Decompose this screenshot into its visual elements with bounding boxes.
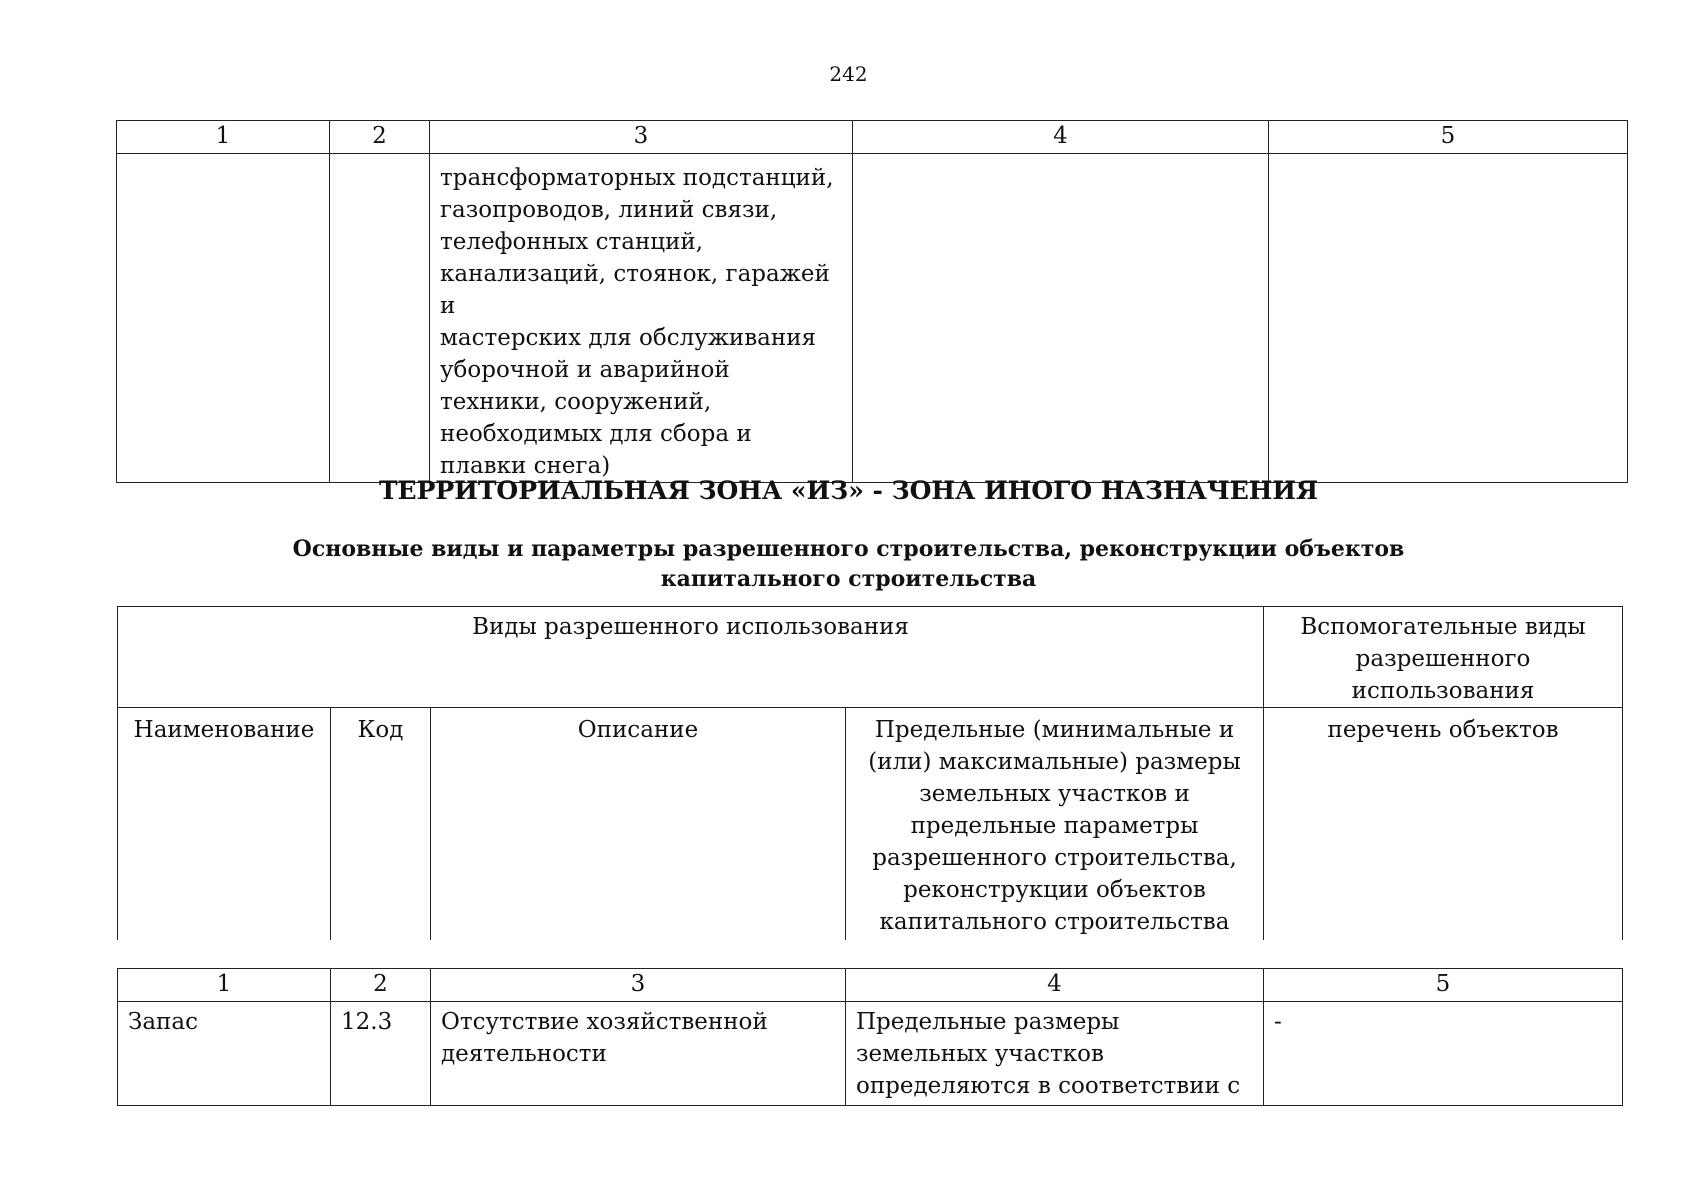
continuation-cell-1 — [117, 154, 330, 483]
code-column-header: Код — [331, 708, 431, 940]
auxiliary-uses-header: Вспомогательные виды разрешенного использования — [1264, 607, 1623, 708]
description-column-header: Описание — [431, 708, 846, 940]
continuation-cell-4 — [853, 154, 1269, 483]
continuation-cell-5 — [1269, 154, 1628, 483]
column-number-2: 2 — [330, 121, 430, 154]
use-name-cell: Запас — [118, 1002, 331, 1106]
column-number-2: 2 — [331, 969, 431, 1002]
column-number-1: 1 — [117, 121, 330, 154]
column-number-row — [117, 121, 1628, 154]
group-header-row — [118, 607, 1623, 708]
parameters-column-header: Предельные (минимальные и (или) максимальные) размеры земельных участков и предельные параметры разрешенного строительства, реконструкции объектов капитального строительства — [846, 708, 1264, 940]
use-description-cell: Отсутствие хозяйственной деятельности — [431, 1002, 846, 1106]
zone-uses-table — [117, 968, 1623, 1106]
continuation-description: трансформаторных подстанций, газопроводов, линий связи, телефонных станций, канализаций, стоянок, гаражей и мастерских для обслуживания уборочной и аварийной техники, сооружений, необходимых для сбора и плавки снега) — [430, 154, 853, 483]
column-header-row — [118, 708, 1623, 940]
column-number-5: 5 — [1269, 121, 1628, 154]
column-number-4: 4 — [853, 121, 1269, 154]
column-number-1: 1 — [118, 969, 331, 1002]
column-number-5: 5 — [1264, 969, 1623, 1002]
column-number-3: 3 — [430, 121, 853, 154]
page-number: 242 — [829, 62, 868, 86]
column-number-3: 3 — [431, 969, 846, 1002]
name-column-header: Наименование — [118, 708, 331, 940]
header-table — [117, 606, 1623, 940]
objects-list-column-header: перечень объектов — [1264, 708, 1623, 940]
continuation-row — [117, 154, 1628, 483]
auxiliary-uses-cell: - — [1264, 1002, 1623, 1106]
zone-title: ТЕРРИТОРИАЛЬНАЯ ЗОНА «ИЗ» - ЗОНА ИНОГО НАЗНАЧЕНИЯ — [378, 476, 1319, 505]
table-row — [118, 1002, 1623, 1106]
use-code-cell: 12.3 — [331, 1002, 431, 1106]
continuation-cell-2 — [330, 154, 430, 483]
section-title: Основные виды и параметры разрешенного строительства, реконструкции объектов капитального строительства — [292, 536, 1405, 592]
column-number-4: 4 — [846, 969, 1264, 1002]
continuation-table — [116, 120, 1628, 483]
allowed-uses-header: Виды разрешенного использования — [118, 607, 1264, 708]
use-parameters-cell: Предельные размеры земельных участков определяются в соответствии с — [846, 1002, 1264, 1106]
column-number-row — [118, 969, 1623, 1002]
